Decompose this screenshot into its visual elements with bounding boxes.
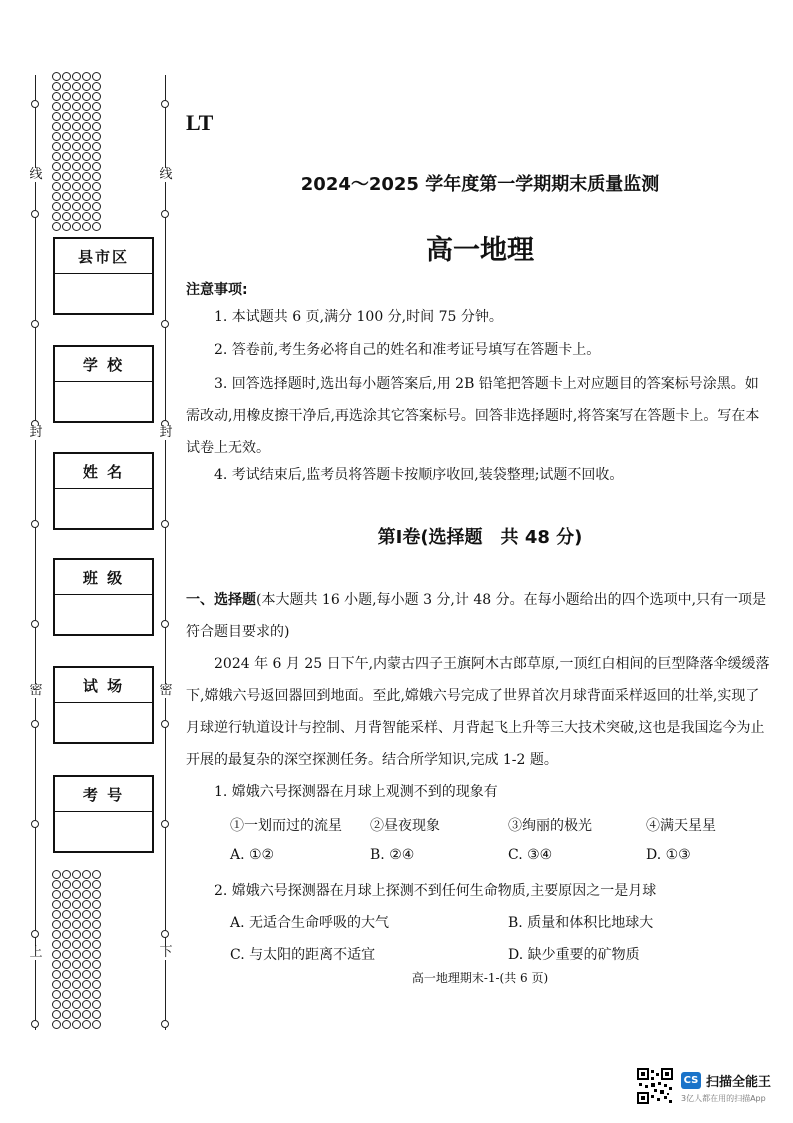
margin-dot — [82, 1020, 91, 1029]
margin-dot — [62, 222, 71, 231]
margin-dot — [62, 112, 71, 121]
margin-dot — [92, 172, 101, 181]
section-intro-label: 一、选择题 — [186, 592, 256, 608]
margin-dot — [92, 930, 101, 939]
margin-dot — [62, 72, 71, 81]
margin-dot — [92, 82, 101, 91]
margin-dot — [72, 950, 81, 959]
margin-dot — [72, 980, 81, 989]
margin-dot — [92, 92, 101, 101]
margin-dot — [92, 112, 101, 121]
section-intro — [186, 584, 771, 648]
margin-dot — [62, 172, 71, 181]
margin-dot — [72, 990, 81, 999]
margin-dot — [92, 970, 101, 979]
question-2-option-b[interactable]: B. 质量和体积比地球大 — [508, 915, 654, 931]
margin-char-shang-left: 上 — [29, 945, 43, 960]
notes-heading: 注意事项: — [186, 282, 248, 298]
margin-dot — [72, 920, 81, 929]
margin-dot — [52, 870, 61, 879]
cut-line-ring — [161, 930, 169, 938]
note-item-1: 1. 本试题共 6 页,满分 100 分,时间 75 分钟。 — [214, 309, 503, 325]
margin-dot — [82, 980, 91, 989]
margin-dot — [82, 970, 91, 979]
question-2-option-c[interactable]: C. 与太阳的距离不适宜 — [230, 947, 376, 963]
note-item-2: 2. 答卷前,考生务必将自己的姓名和准考证号填写在答题卡上。 — [214, 342, 601, 358]
margin-dot — [82, 1010, 91, 1019]
margin-dot — [62, 142, 71, 151]
question-1-option-d[interactable]: D. ①③ — [646, 847, 691, 863]
margin-dot — [82, 900, 91, 909]
margin-dot — [62, 960, 71, 969]
margin-dot — [62, 132, 71, 141]
margin-dot — [92, 1000, 101, 1009]
margin-dot — [52, 920, 61, 929]
margin-dot — [62, 82, 71, 91]
cut-line-ring — [31, 620, 39, 628]
field-school — [53, 345, 154, 423]
margin-dot — [92, 132, 101, 141]
exam-title: 2024～2025 学年度第一学期期末质量监测 — [300, 174, 660, 195]
question-1-option-b[interactable]: B. ②④ — [370, 847, 415, 863]
question-1-item-3: ③绚丽的极光 — [508, 818, 592, 834]
subject-title: 高一地理 — [426, 235, 534, 266]
margin-dot — [62, 990, 71, 999]
margin-dot — [82, 142, 91, 151]
margin-dot — [82, 1000, 91, 1009]
question-1-item-2: ②昼夜现象 — [370, 818, 440, 834]
field-exam-number — [53, 775, 154, 853]
margin-dot — [82, 880, 91, 889]
margin-dot — [52, 122, 61, 131]
cut-line-ring — [161, 620, 169, 628]
margin-dot — [72, 970, 81, 979]
field-exam-number-input[interactable] — [55, 812, 152, 848]
margin-char-feng-left: 封 — [29, 425, 43, 440]
camscanner-logo-icon: CS — [681, 1072, 701, 1089]
field-class-label: 班 级 — [55, 560, 152, 595]
margin-dot — [52, 980, 61, 989]
margin-dot — [92, 212, 101, 221]
margin-dot — [82, 930, 91, 939]
margin-dot — [72, 202, 81, 211]
margin-dot — [82, 72, 91, 81]
margin-dot — [62, 192, 71, 201]
margin-dot — [52, 880, 61, 889]
cut-line-ring — [31, 320, 39, 328]
cut-line-ring — [31, 210, 39, 218]
dot-pattern-top — [52, 72, 102, 232]
margin-dot — [82, 182, 91, 191]
margin-dot — [72, 870, 81, 879]
margin-dot — [62, 950, 71, 959]
margin-dot — [72, 102, 81, 111]
field-name — [53, 452, 154, 530]
margin-dot — [82, 102, 91, 111]
margin-dot — [82, 920, 91, 929]
margin-dot — [82, 212, 91, 221]
margin-dot — [72, 960, 81, 969]
margin-dot — [72, 222, 81, 231]
margin-dot — [92, 72, 101, 81]
section-title: 第Ⅰ卷(选择题 共 48 分) — [377, 527, 583, 548]
margin-dot — [92, 182, 101, 191]
margin-dot — [52, 222, 61, 231]
margin-dot — [72, 880, 81, 889]
field-exam-room-input[interactable] — [55, 703, 152, 739]
margin-dot — [92, 192, 101, 201]
margin-dot — [92, 222, 101, 231]
margin-dot — [72, 92, 81, 101]
margin-dot — [92, 102, 101, 111]
margin-dot — [92, 880, 101, 889]
field-county-input[interactable] — [55, 274, 152, 310]
field-exam-number-label: 考 号 — [55, 777, 152, 812]
margin-dot — [52, 152, 61, 161]
margin-dot — [72, 82, 81, 91]
margin-dot — [62, 980, 71, 989]
cut-line-ring — [31, 720, 39, 728]
margin-dot — [52, 172, 61, 181]
margin-dot — [62, 182, 71, 191]
margin-dot — [82, 122, 91, 131]
question-1-option-c[interactable]: C. ③④ — [508, 847, 553, 863]
margin-dot — [52, 940, 61, 949]
margin-dot — [62, 970, 71, 979]
margin-dot — [62, 122, 71, 131]
margin-dot — [62, 212, 71, 221]
margin-dot — [52, 142, 61, 151]
margin-dot — [62, 910, 71, 919]
question-1-item-1: ①一划而过的流星 — [230, 818, 342, 834]
margin-dot — [72, 900, 81, 909]
margin-dot — [72, 182, 81, 191]
margin-dot — [62, 1000, 71, 1009]
margin-dot — [52, 72, 61, 81]
cut-line-ring — [31, 820, 39, 828]
margin-dot — [52, 212, 61, 221]
margin-dot — [62, 202, 71, 211]
question-1-option-a[interactable]: A. ①② — [230, 847, 275, 863]
camscanner-slogan: 3亿人都在用的扫描App — [681, 1094, 766, 1103]
margin-dot — [52, 900, 61, 909]
margin-dot — [92, 1020, 101, 1029]
cut-line-inner — [165, 75, 166, 1030]
margin-char-mi-left: 密 — [29, 683, 43, 698]
margin-dot — [92, 920, 101, 929]
margin-dot — [82, 222, 91, 231]
margin-dot — [62, 880, 71, 889]
note-item-3: 3. 回答选择题时,选出每小题答案后,用 2B 铅笔把答题卡上对应题目的答案标号涂黑。如需改动,用橡皮擦干净后,再选涂其它答案标号。回答非选择题时,将答案写在答题卡上。写在本试卷上无效。 — [186, 376, 760, 456]
margin-dot — [62, 92, 71, 101]
cut-line-ring — [31, 1020, 39, 1028]
margin-dot — [72, 930, 81, 939]
margin-dot — [72, 162, 81, 171]
margin-dot — [92, 960, 101, 969]
margin-dot — [52, 890, 61, 899]
margin-dot — [52, 102, 61, 111]
margin-dot — [72, 192, 81, 201]
cut-line-outer — [35, 75, 36, 1030]
cut-line-ring — [161, 210, 169, 218]
section-intro-text: (本大题共 16 小题,每小题 3 分,计 48 分。在每小题给出的四个选项中,只有一项是符合题目要求的) — [186, 592, 767, 640]
margin-dot — [92, 152, 101, 161]
margin-dot — [82, 890, 91, 899]
margin-dot — [72, 152, 81, 161]
margin-dot — [62, 920, 71, 929]
cut-line-ring — [161, 100, 169, 108]
margin-dot — [92, 990, 101, 999]
margin-dot — [92, 1010, 101, 1019]
margin-dot — [92, 142, 101, 151]
margin-char-mi-right: 密 — [159, 683, 173, 698]
question-2-option-d[interactable]: D. 缺少重要的矿物质 — [508, 947, 640, 963]
margin-dot — [62, 890, 71, 899]
margin-dot — [62, 152, 71, 161]
margin-dot — [92, 162, 101, 171]
question-1-item-4: ④满天星星 — [646, 818, 716, 834]
margin-dot — [82, 132, 91, 141]
margin-dot — [82, 192, 91, 201]
cut-line-ring — [31, 520, 39, 528]
margin-dot — [52, 112, 61, 121]
field-class-input[interactable] — [55, 595, 152, 631]
field-exam-room-label: 试 场 — [55, 668, 152, 703]
margin-dot — [72, 122, 81, 131]
margin-dot — [72, 72, 81, 81]
margin-dot — [92, 870, 101, 879]
passage: 2024 年 6 月 25 日下午,内蒙古四子王旗阿木古郎草原,一顶红白相间的巨型降落伞缓缓落下,嫦娥六号返回器回到地面。至此,嫦娥六号完成了世界首次月球背面采样返回的壮举,实现了月球逆行轨道设计与控制、月背智能采样、月背起飞上升等三大技术突破,这也是我国迄今为止开展的最复杂的深空探测任务。结合所学知识,完成 1-2 题。 — [186, 656, 770, 768]
margin-dot — [72, 1000, 81, 1009]
question-2-stem: 2. 嫦娥六号探测器在月球上探测不到任何生命物质,主要原因之一是月球 — [214, 883, 657, 899]
field-name-label: 姓 名 — [55, 454, 152, 489]
margin-dot — [72, 142, 81, 151]
margin-dot — [72, 132, 81, 141]
margin-dot — [52, 1020, 61, 1029]
margin-dot — [92, 900, 101, 909]
margin-dot — [52, 82, 61, 91]
margin-dot — [82, 112, 91, 121]
margin-dot — [92, 890, 101, 899]
margin-dot — [52, 970, 61, 979]
field-school-label: 学 校 — [55, 347, 152, 382]
margin-dot — [92, 910, 101, 919]
field-class — [53, 558, 154, 636]
margin-dot — [82, 910, 91, 919]
margin-dot — [92, 950, 101, 959]
dot-pattern-bottom — [52, 870, 102, 1030]
margin-dot — [52, 990, 61, 999]
margin-dot — [82, 990, 91, 999]
field-name-input[interactable] — [55, 489, 152, 525]
note-item-4: 4. 考试结束后,监考员将答题卡按顺序收回,装袋整理;试题不回收。 — [214, 467, 624, 483]
camscanner-name: 扫描全能王 — [706, 1075, 772, 1090]
cut-line-ring — [31, 100, 39, 108]
margin-dot — [52, 132, 61, 141]
margin-dot — [82, 82, 91, 91]
cut-line-ring — [161, 1020, 169, 1028]
margin-dot — [62, 162, 71, 171]
margin-dot — [62, 1010, 71, 1019]
cut-line-ring — [161, 320, 169, 328]
margin-dot — [92, 202, 101, 211]
qr-code-icon — [637, 1068, 673, 1104]
cut-line-ring — [161, 820, 169, 828]
margin-dot — [52, 202, 61, 211]
margin-dot — [82, 960, 91, 969]
margin-dot — [82, 950, 91, 959]
margin-char-xian-left: 线 — [29, 167, 43, 182]
cut-line-ring — [161, 720, 169, 728]
margin-dot — [72, 172, 81, 181]
margin-dot — [62, 870, 71, 879]
field-county-label: 县市区 — [55, 239, 152, 274]
margin-dot — [72, 1010, 81, 1019]
field-school-input[interactable] — [55, 382, 152, 418]
margin-dot — [72, 112, 81, 121]
question-1-stem: 1. 嫦娥六号探测器在月球上观测不到的现象有 — [214, 784, 498, 800]
margin-dot — [72, 1020, 81, 1029]
margin-dot — [52, 162, 61, 171]
margin-dot — [92, 122, 101, 131]
margin-dot — [52, 1000, 61, 1009]
cut-line-ring — [31, 930, 39, 938]
margin-dot — [62, 102, 71, 111]
margin-dot — [82, 870, 91, 879]
margin-dot — [72, 212, 81, 221]
paper-code: LT — [186, 110, 214, 135]
margin-dot — [62, 940, 71, 949]
margin-dot — [52, 182, 61, 191]
margin-dot — [52, 92, 61, 101]
margin-dot — [52, 960, 61, 969]
field-county — [53, 237, 154, 315]
margin-char-feng-right: 封 — [159, 425, 173, 440]
margin-dot — [52, 930, 61, 939]
field-exam-room — [53, 666, 154, 744]
margin-dot — [72, 890, 81, 899]
margin-dot — [92, 980, 101, 989]
margin-dot — [92, 940, 101, 949]
margin-dot — [82, 162, 91, 171]
margin-dot — [62, 1020, 71, 1029]
margin-dot — [52, 192, 61, 201]
margin-dot — [62, 900, 71, 909]
margin-char-xia-right: 下 — [159, 945, 173, 960]
question-2-option-a[interactable]: A. 无适合生命呼吸的大气 — [230, 915, 390, 931]
margin-dot — [52, 950, 61, 959]
margin-dot — [82, 940, 91, 949]
cut-line-ring — [161, 520, 169, 528]
margin-dot — [52, 1010, 61, 1019]
margin-dot — [82, 172, 91, 181]
margin-dot — [82, 152, 91, 161]
margin-dot — [62, 930, 71, 939]
margin-dot — [82, 202, 91, 211]
margin-dot — [82, 92, 91, 101]
margin-dot — [72, 910, 81, 919]
margin-dot — [52, 910, 61, 919]
page-footer: 高一地理期末-1-(共 6 页) — [411, 971, 549, 985]
margin-char-xian-right: 线 — [159, 167, 173, 182]
margin-dot — [72, 940, 81, 949]
